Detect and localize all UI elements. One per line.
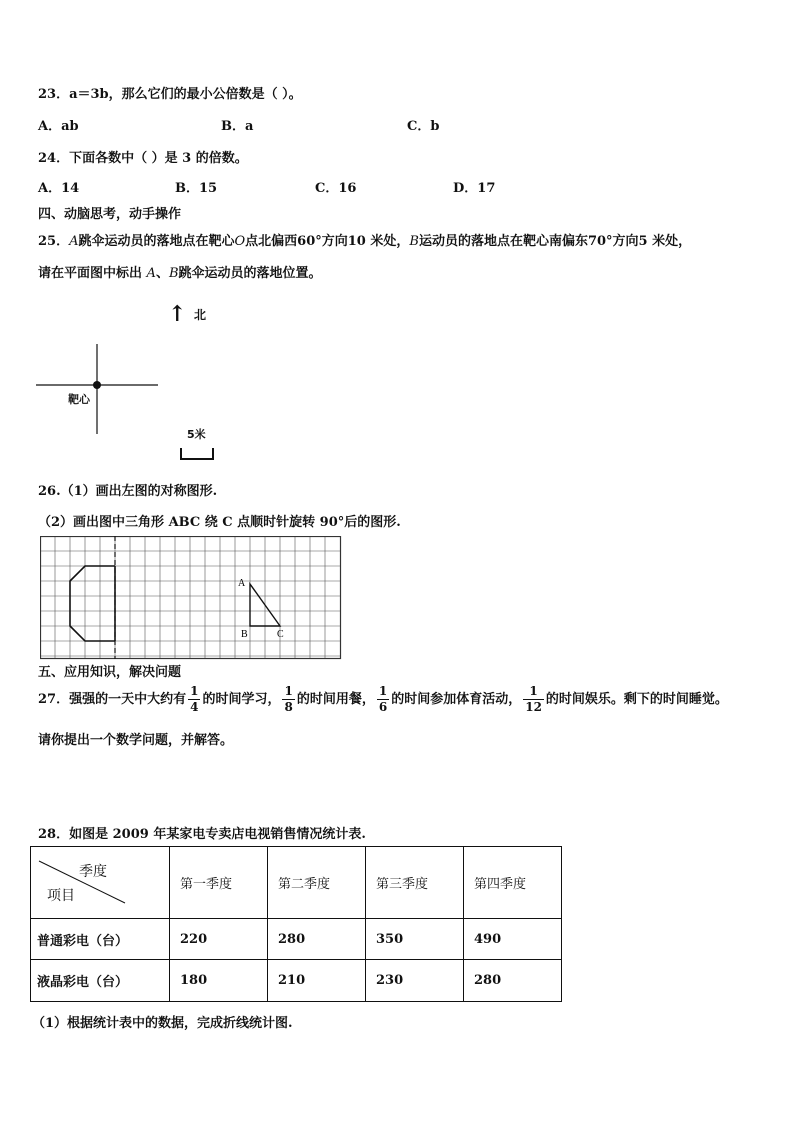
header-q1: 第一季度 xyxy=(170,847,268,919)
q26-line1: 26.（1）画出左图的对称图形. xyxy=(38,484,218,499)
table-header-row xyxy=(31,847,562,919)
target-crosshair xyxy=(36,344,160,436)
table-cell: 280 xyxy=(464,960,562,1002)
fraction-3-denominator: 6 xyxy=(378,700,388,714)
table-cell: 180 xyxy=(170,960,268,1002)
q26-line2: （2）画出图中三角形 ABC 绕 C 点顺时针旋转 90°后的图形. xyxy=(38,515,401,530)
q25-text-3: 运动员的落地点在靶心南偏东70°方向5 米处， xyxy=(418,234,692,249)
section-4-heading: 四、动脑思考，动手操作 xyxy=(38,207,182,222)
header-season-label: 季度 xyxy=(79,864,107,880)
diagonal-line xyxy=(31,847,179,919)
q24-stem: 24．下面各数中（ ）是 3 的倍数。 xyxy=(38,151,248,166)
q25-point-b: B xyxy=(409,234,419,249)
triangle-label-b: B xyxy=(241,629,248,640)
q24-option-d: D．17 xyxy=(453,181,496,196)
fraction-1-denominator: 4 xyxy=(190,700,199,714)
fraction-2-numerator: 1 xyxy=(284,684,293,698)
q25-line2 xyxy=(38,262,322,281)
q25-text-5: 跳伞运动员的落地位置。 xyxy=(178,266,322,281)
q27-text-2: 的时间学习， xyxy=(202,692,281,707)
fraction-4 xyxy=(523,684,544,715)
table-cell: 220 xyxy=(170,919,268,960)
header-q3: 第三季度 xyxy=(366,847,464,919)
q25-line1 xyxy=(38,230,691,249)
q27-text-5: 的时间娱乐。剩下的时间睡觉。 xyxy=(545,692,728,707)
q25-sep: 、 xyxy=(155,266,169,281)
q27-text-4: 的时间参加体育活动， xyxy=(391,692,522,707)
q24-option-c: C．16 xyxy=(315,181,357,196)
north-arrow-icon: ↑ xyxy=(168,301,187,327)
table-cell: 230 xyxy=(366,960,464,1002)
table-cell: 210 xyxy=(268,960,366,1002)
q28-stem: 28．如图是 2009 年某家电专卖店电视销售情况统计表. xyxy=(38,827,366,842)
header-item-label: 项目 xyxy=(47,888,75,904)
scale-bar-bracket xyxy=(181,448,213,459)
q23-option-b: B．a xyxy=(221,119,254,134)
header-q2: 第二季度 xyxy=(268,847,366,919)
table-cell: 280 xyxy=(268,919,366,960)
q27-line2: 请你提出一个数学问题，并解答。 xyxy=(38,733,234,748)
scale-bar xyxy=(178,446,218,462)
q27-text-1: 27．强强的一天中大约有 xyxy=(38,692,187,707)
header-q4: 第四季度 xyxy=(464,847,562,919)
triangle-label-c: C xyxy=(277,629,284,640)
fraction-2-denominator: 8 xyxy=(284,700,293,714)
q25-text-1: 跳伞运动员的落地点在靶心 xyxy=(78,234,235,249)
q25-text-4: 请在平面图中标出 xyxy=(38,266,143,281)
row-label-lcd-tv: 液晶彩电（台） xyxy=(31,960,170,1002)
triangle-label-a: A xyxy=(238,578,246,589)
fraction-4-numerator: 1 xyxy=(523,684,544,700)
q27-text-3: 的时间用餐， xyxy=(296,692,375,707)
fraction-3-numerator: 1 xyxy=(378,684,388,698)
q23-option-a: A．ab xyxy=(38,119,79,134)
table-row xyxy=(31,960,562,1002)
q24-option-b: B．15 xyxy=(175,181,218,196)
q25-number: 25． xyxy=(38,234,70,249)
sales-stats-table xyxy=(30,846,562,1002)
diagonal-header-cell xyxy=(31,847,170,919)
fraction-3 xyxy=(377,684,389,715)
north-label: 北 xyxy=(194,308,207,322)
q27-line1 xyxy=(38,684,728,715)
table-row xyxy=(31,919,562,960)
target-center-label: 靶心 xyxy=(68,393,90,406)
fraction-4-denominator: 12 xyxy=(525,700,542,714)
q23-stem: 23．a＝3b，那么它们的最小公倍数是（ ）。 xyxy=(38,87,302,102)
q25-point-o: O xyxy=(234,234,246,249)
half-shape-outline xyxy=(70,566,115,641)
target-center-dot xyxy=(93,381,101,389)
row-label-regular-tv: 普通彩电（台） xyxy=(31,919,170,960)
fraction-2 xyxy=(282,684,294,715)
q24-option-a: A．14 xyxy=(38,181,80,196)
q25-line2-a: A xyxy=(146,266,156,281)
q25-text-2: 点北偏西60°方向10 米处， xyxy=(245,234,410,249)
q28-sub1: （1）根据统计表中的数据，完成折线统计图. xyxy=(32,1016,293,1031)
scale-label: 5米 xyxy=(187,428,206,441)
q23-option-c: C．b xyxy=(407,119,440,134)
table-cell: 350 xyxy=(366,919,464,960)
q25-line2-b: B xyxy=(168,266,179,281)
section-5-heading: 五、应用知识，解决问题 xyxy=(38,665,182,680)
table-cell: 490 xyxy=(464,919,562,960)
grid-lines xyxy=(40,536,340,658)
q26-grid-figure xyxy=(40,536,342,660)
fraction-1 xyxy=(188,684,200,715)
q25-point-a: A xyxy=(69,234,79,249)
fraction-1-numerator: 1 xyxy=(190,684,199,698)
